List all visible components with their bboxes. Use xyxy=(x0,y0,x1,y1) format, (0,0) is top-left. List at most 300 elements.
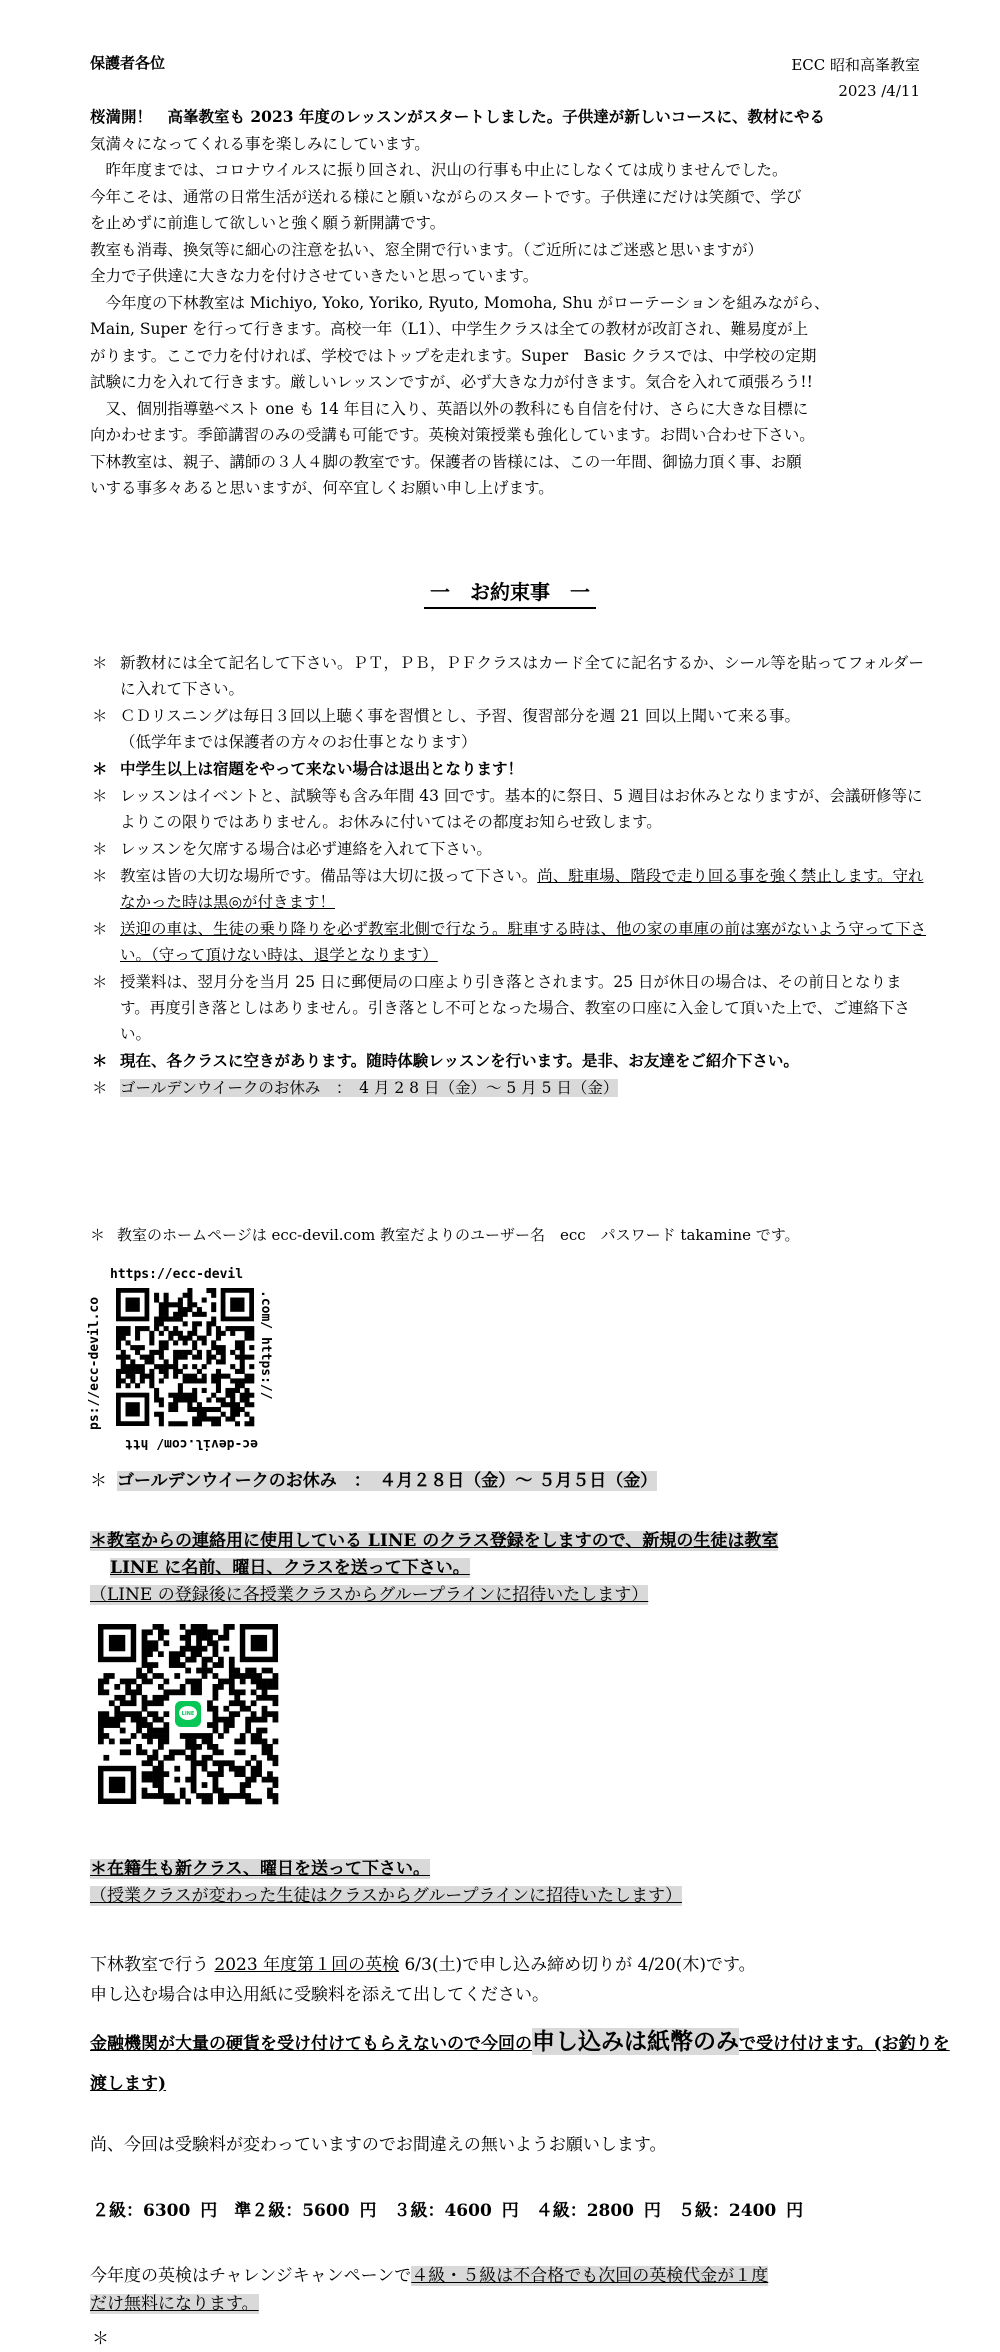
qr-module xyxy=(244,1331,249,1336)
qr-module xyxy=(216,1407,221,1412)
qr-module xyxy=(213,1651,219,1657)
qr-module xyxy=(240,1782,246,1788)
qr-module xyxy=(121,1378,126,1383)
qr-module xyxy=(149,1331,154,1336)
line-notice: ＊教室からの連絡用に使用している LINE のクラス登録をしますので、新規の生徒は教室 LINE に名前、曜日、クラスを送って下さい。 （LINE の登録後に各授業クラスからグループラインに招待いたします） xyxy=(90,1531,779,1605)
qr-module xyxy=(136,1684,142,1690)
qr-module xyxy=(207,1640,213,1646)
qr-module xyxy=(192,1374,197,1379)
qr-module xyxy=(245,1706,251,1712)
qr-module xyxy=(207,1799,213,1805)
qr-module xyxy=(159,1331,164,1336)
qr-module xyxy=(159,1321,164,1326)
qr-module xyxy=(98,1728,104,1734)
qr-module xyxy=(183,1378,188,1383)
qr-module xyxy=(256,1766,262,1772)
qr-module xyxy=(147,1739,153,1745)
qr-module xyxy=(121,1369,126,1374)
qr-module xyxy=(240,1689,246,1695)
qr-module xyxy=(245,1777,251,1783)
qr-module xyxy=(213,1788,219,1794)
qr-module xyxy=(120,1749,126,1755)
qr-module xyxy=(218,1760,224,1766)
qr-module xyxy=(142,1706,148,1712)
qr-module xyxy=(207,1739,213,1745)
qr-module xyxy=(234,1700,240,1706)
qr-module xyxy=(173,1421,178,1426)
qr-module xyxy=(185,1635,191,1641)
qr-module xyxy=(142,1657,148,1663)
qr-module xyxy=(240,1350,245,1355)
qr-module xyxy=(173,1302,178,1307)
qr-module xyxy=(158,1728,164,1734)
qr-module xyxy=(218,1717,224,1723)
qr-module xyxy=(130,1369,135,1374)
qr-module xyxy=(149,1369,154,1374)
qr-module xyxy=(135,1336,140,1341)
intro-line: 教室も消毒、換気等に細心の注意を払い、窓全開で行います。（ご近所にはご迷惑と思いますが） xyxy=(90,240,764,259)
qr-module xyxy=(223,1799,229,1805)
qr-module xyxy=(178,1302,183,1307)
qr-module xyxy=(225,1326,230,1331)
qr-module xyxy=(158,1793,164,1799)
qr-module xyxy=(202,1657,208,1663)
qr-module xyxy=(229,1793,235,1799)
qr-module xyxy=(256,1799,262,1805)
qr-module xyxy=(126,1326,131,1331)
qr-module xyxy=(120,1717,126,1723)
qr-module xyxy=(147,1700,153,1706)
qr-module xyxy=(120,1711,126,1717)
qr-module xyxy=(202,1739,208,1745)
qr-module xyxy=(163,1799,169,1805)
qr-module xyxy=(183,1321,188,1326)
qr-module xyxy=(262,1668,268,1674)
qr-module xyxy=(174,1689,180,1695)
intro-line: 又、個別指導塾ベスト one も 14 年目に入り、英語以外の教科にも自信を付け、さらに大きな目標に xyxy=(90,399,809,418)
qr-module xyxy=(154,1350,159,1355)
qr-module xyxy=(136,1722,142,1728)
rule-item: ＊ レッスンを欠席する場合は必ず連絡を入れて下さい。 xyxy=(90,836,930,862)
qr-module xyxy=(126,1383,131,1388)
qr-module xyxy=(173,1397,178,1402)
qr-module xyxy=(235,1402,240,1407)
qr-module xyxy=(185,1799,191,1805)
qr-module xyxy=(223,1760,229,1766)
qr-module xyxy=(206,1397,211,1402)
qr-module xyxy=(153,1733,159,1739)
qr-module xyxy=(130,1345,135,1350)
qr-module xyxy=(158,1739,164,1745)
qr-module xyxy=(153,1695,159,1701)
line-qr-code[interactable] xyxy=(94,1620,282,1808)
qr-module xyxy=(234,1695,240,1701)
qr-module xyxy=(147,1662,153,1668)
qr-module xyxy=(109,1739,115,1745)
qr-module xyxy=(135,1345,140,1350)
qr-module xyxy=(229,1673,235,1679)
qr-module xyxy=(223,1706,229,1712)
qr-module xyxy=(191,1624,197,1630)
qr-module xyxy=(211,1321,216,1326)
qr-module xyxy=(213,1629,219,1635)
qr-module xyxy=(183,1350,188,1355)
qr-module xyxy=(126,1355,131,1360)
qr-module xyxy=(249,1378,254,1383)
intro-line: 向かわせます。季節講習のみの受講も可能です。英検対策授業も強化しています。お問い合わせ下さい。 xyxy=(90,426,815,444)
qr-module xyxy=(136,1668,142,1674)
qr-module xyxy=(244,1421,249,1426)
qr-module xyxy=(240,1766,246,1772)
qr-module xyxy=(256,1679,262,1685)
qr-module xyxy=(120,1679,126,1685)
enrolled-notice: ＊在籍生も新クラス、曜日を送って下さい。 （授業クラスが変わった生徒はクラスからグループラインに招待いたします） xyxy=(90,1859,682,1906)
qr-module xyxy=(131,1700,137,1706)
qr-module xyxy=(240,1739,246,1745)
qr-module xyxy=(216,1374,221,1379)
qr-module xyxy=(223,1679,229,1685)
qr-module xyxy=(213,1706,219,1712)
qr-module xyxy=(159,1364,164,1369)
qr-module xyxy=(147,1640,153,1646)
qr-url-top: https://ecc-devil xyxy=(110,1267,244,1282)
qr-module xyxy=(192,1326,197,1331)
qr-module xyxy=(187,1307,192,1312)
qr-module xyxy=(164,1307,169,1312)
school-name: ECC 昭和高峯教室 xyxy=(791,56,920,74)
qr-module xyxy=(178,1393,183,1398)
qr-module xyxy=(244,1355,249,1360)
asterisk-icon: ＊ xyxy=(92,654,108,672)
qr-module xyxy=(249,1364,254,1369)
qr-module xyxy=(142,1640,148,1646)
qr-module xyxy=(267,1744,273,1750)
qr-module xyxy=(191,1689,197,1695)
qr-module xyxy=(240,1673,246,1679)
qr-module xyxy=(158,1760,164,1766)
qr-module xyxy=(164,1293,169,1298)
qr-module xyxy=(191,1629,197,1635)
qr-module xyxy=(180,1684,186,1690)
qr-module xyxy=(173,1331,178,1336)
qr-module xyxy=(216,1378,221,1383)
qr-module xyxy=(223,1629,229,1635)
qr-module xyxy=(234,1771,240,1777)
qr-module xyxy=(191,1777,197,1783)
qr-module xyxy=(103,1733,109,1739)
qr-module xyxy=(130,1359,135,1364)
qr-module xyxy=(192,1331,197,1336)
qr-module xyxy=(136,1744,142,1750)
qr-module xyxy=(125,1739,131,1745)
qr-module xyxy=(240,1793,246,1799)
qr-module xyxy=(249,1421,254,1426)
homepage-qr-code[interactable] xyxy=(87,1262,280,1452)
exam-fees: ２級：6300 円 準２級：5600 円 ３級：4600 円 ４級：2800 円 ５級：2400 円 xyxy=(92,2201,804,2221)
qr-module xyxy=(240,1393,245,1398)
qr-module xyxy=(192,1321,197,1326)
qr-module xyxy=(126,1369,131,1374)
qr-module xyxy=(273,1684,279,1690)
qr-module xyxy=(262,1717,268,1723)
qr-module xyxy=(149,1374,154,1379)
qr-module xyxy=(223,1793,229,1799)
qr-module xyxy=(142,1629,148,1635)
qr-module xyxy=(114,1684,120,1690)
qr-module xyxy=(98,1717,104,1723)
qr-module xyxy=(173,1359,178,1364)
qr-module xyxy=(211,1355,216,1360)
qr-module xyxy=(251,1755,257,1761)
qr-module xyxy=(229,1766,235,1772)
qr-module xyxy=(185,1744,191,1750)
qr-module xyxy=(230,1397,235,1402)
qr-module xyxy=(235,1369,240,1374)
qr-module xyxy=(230,1298,244,1312)
qr-module xyxy=(234,1668,240,1674)
qr-module xyxy=(191,1782,197,1788)
qr-module xyxy=(153,1771,159,1777)
qr-module xyxy=(120,1739,126,1745)
qr-module xyxy=(267,1755,273,1761)
qr-module xyxy=(223,1722,229,1728)
qr-module xyxy=(180,1651,186,1657)
qr-module xyxy=(126,1298,140,1312)
qr-module xyxy=(140,1378,145,1383)
qr-module xyxy=(216,1388,221,1393)
qr-module xyxy=(174,1749,180,1755)
qr-module xyxy=(121,1326,126,1331)
qr-module xyxy=(185,1739,191,1745)
qr-module xyxy=(174,1777,180,1783)
rule-item: ＊ ＣＤリスニングは毎日３回以上聴く事を習慣とし、予習、復習部分を週 21 回以上聞いて来る事。 （低学年までは保護者の方々のお仕事となります） xyxy=(90,703,930,755)
campaign-notice: 今年度の英検はチャレンジキャンペーンで４級・５級は不合格でも次回の英検代金が１度 だけ無料になります。 xyxy=(90,2266,769,2314)
asterisk-icon: ＊ xyxy=(92,707,108,725)
qr-module xyxy=(168,1364,173,1369)
qr-module xyxy=(218,1793,224,1799)
qr-module xyxy=(142,1646,148,1652)
qr-module xyxy=(173,1407,178,1412)
qr-module xyxy=(229,1657,235,1663)
qr-module xyxy=(213,1689,219,1695)
qr-module xyxy=(168,1402,173,1407)
qr-module xyxy=(159,1340,164,1345)
qr-module xyxy=(267,1668,273,1674)
intro-line: 下林教室は、親子、講師の３人４脚の教室です。保護者の皆様には、この一年間、御協力頂く事、お願 xyxy=(90,452,802,471)
qr-module xyxy=(149,1359,154,1364)
qr-module xyxy=(221,1359,226,1364)
qr-module xyxy=(153,1728,159,1734)
qr-module xyxy=(229,1760,235,1766)
qr-module xyxy=(251,1668,257,1674)
qr-module xyxy=(125,1684,131,1690)
qr-module xyxy=(131,1733,137,1739)
qr-module xyxy=(216,1421,221,1426)
intro-line: 桜満開！ 高峯教室も 2023 年度のレッスンがスタートしました。子供達が新しいコースに、教材にやる xyxy=(90,107,826,126)
qr-module xyxy=(230,1412,235,1417)
qr-module xyxy=(178,1307,183,1312)
qr-module xyxy=(163,1711,169,1717)
qr-module xyxy=(251,1679,257,1685)
qr-module xyxy=(262,1679,268,1685)
qr-module xyxy=(211,1378,216,1383)
qr-module xyxy=(207,1793,213,1799)
qr-module xyxy=(163,1755,169,1761)
qr-module xyxy=(249,1345,254,1350)
qr-module xyxy=(211,1345,216,1350)
qr-module xyxy=(114,1706,120,1712)
qr-module xyxy=(109,1777,125,1793)
qr-module xyxy=(273,1717,279,1723)
qr-module xyxy=(158,1771,164,1777)
intro-line: いする事多々あると思いますが、何卒宜しくお願い申し上げます。 xyxy=(90,479,554,497)
qr-module xyxy=(206,1355,211,1360)
qr-module xyxy=(178,1298,183,1303)
qr-module xyxy=(116,1331,121,1336)
qr-module xyxy=(180,1749,186,1755)
qr-module xyxy=(229,1689,235,1695)
qr-module xyxy=(121,1355,126,1360)
qr-module xyxy=(135,1326,140,1331)
qr-module xyxy=(202,1364,207,1369)
qr-module xyxy=(202,1416,207,1421)
qr-module xyxy=(153,1766,159,1772)
intro-line: 昨年度までは、コロナウイルスに振り回され、沢山の行事も中止にしなくては成りませんでした。 xyxy=(90,161,788,179)
qr-module xyxy=(163,1629,169,1635)
qr-module xyxy=(103,1711,109,1717)
qr-module xyxy=(121,1336,126,1341)
qr-module xyxy=(235,1412,240,1417)
qr-module xyxy=(213,1662,219,1668)
trailing-asterisk: ＊ xyxy=(92,2329,109,2349)
qr-module xyxy=(154,1364,159,1369)
qr-module xyxy=(196,1760,202,1766)
qr-module xyxy=(187,1293,192,1298)
qr-module xyxy=(197,1321,202,1326)
qr-module xyxy=(245,1673,251,1679)
qr-module xyxy=(169,1755,175,1761)
qr-module xyxy=(251,1777,257,1783)
qr-module xyxy=(140,1369,145,1374)
qr-module xyxy=(130,1364,135,1369)
qr-module xyxy=(223,1646,229,1652)
qr-module xyxy=(213,1777,219,1783)
qr-module xyxy=(136,1689,142,1695)
qr-module xyxy=(251,1673,257,1679)
qr-module xyxy=(196,1689,202,1695)
qr-module xyxy=(180,1635,186,1641)
qr-module xyxy=(196,1668,202,1674)
qr-module xyxy=(245,1782,251,1788)
qr-module xyxy=(207,1706,213,1712)
qr-module xyxy=(116,1355,121,1360)
qr-module xyxy=(206,1416,211,1421)
qr-module xyxy=(240,1771,246,1777)
qr-module xyxy=(244,1336,249,1341)
qr-module xyxy=(147,1733,153,1739)
qr-module xyxy=(145,1359,150,1364)
qr-module xyxy=(154,1393,159,1398)
qr-module xyxy=(251,1766,257,1772)
qr-module xyxy=(180,1733,186,1739)
rule-item: ＊ 中学生以上は宿題をやって来ない場合は退出となります！ xyxy=(90,756,930,782)
qr-module xyxy=(173,1402,178,1407)
qr-module xyxy=(142,1749,148,1755)
qr-module xyxy=(191,1679,197,1685)
qr-module xyxy=(192,1340,197,1345)
qr-module xyxy=(206,1359,211,1364)
qr-module xyxy=(126,1374,131,1379)
qr-module xyxy=(142,1695,148,1701)
qr-module xyxy=(262,1706,268,1712)
qr-module xyxy=(136,1749,142,1755)
qr-module xyxy=(178,1383,183,1388)
qr-module xyxy=(262,1739,268,1745)
asterisk-icon: ＊ xyxy=(92,840,108,858)
qr-module xyxy=(159,1402,164,1407)
qr-module xyxy=(197,1407,202,1412)
qr-module xyxy=(240,1679,246,1685)
qr-module xyxy=(136,1673,142,1679)
qr-module xyxy=(216,1345,221,1350)
qr-module xyxy=(221,1345,226,1350)
qr-module xyxy=(211,1317,216,1322)
qr-module xyxy=(234,1749,240,1755)
qr-module xyxy=(180,1793,186,1799)
qr-module xyxy=(121,1364,126,1369)
qr-module xyxy=(180,1662,186,1668)
qr-module xyxy=(197,1378,202,1383)
qr-module xyxy=(187,1378,192,1383)
qr-module xyxy=(211,1393,216,1398)
qr-module xyxy=(191,1657,197,1663)
qr-module xyxy=(213,1728,219,1734)
qr-module xyxy=(147,1777,153,1783)
qr-module xyxy=(244,1388,249,1393)
qr-module xyxy=(213,1782,219,1788)
qr-module xyxy=(207,1657,213,1663)
rule-item: ＊ 授業料は、翌月分を当月 25 日に郵便局の口座より引き落とされます。25 日が休日の場合は、その前日となります。再度引き落としはありません。引き落とし不可となった場合、教室の口座に入金して頂いた上で、ご連絡下さい。 xyxy=(90,969,930,1047)
qr-module xyxy=(202,1378,207,1383)
qr-module xyxy=(230,1331,235,1336)
qr-module xyxy=(218,1662,224,1668)
rule-item: ＊ レッスンはイベントと、試験等も含み年間 43 回です。基本的に祭日、5 週目はお休みとなりますが、会議研修等によりこの限りではありません。お休みに付いてはその都度お知らせ致します。 xyxy=(90,783,930,835)
qr-module xyxy=(185,1679,191,1685)
qr-module xyxy=(158,1684,164,1690)
qr-module xyxy=(234,1689,240,1695)
qr-module xyxy=(240,1706,246,1712)
qr-module xyxy=(249,1326,254,1331)
qr-module xyxy=(202,1733,208,1739)
qr-module xyxy=(173,1355,178,1360)
qr-module xyxy=(191,1744,197,1750)
qr-module xyxy=(262,1695,268,1701)
asterisk-icon: ＊ xyxy=(90,1226,106,1244)
qr-module xyxy=(245,1760,251,1766)
qr-module xyxy=(147,1668,153,1674)
qr-module xyxy=(196,1651,202,1657)
qr-module xyxy=(240,1364,245,1369)
qr-module xyxy=(262,1711,268,1717)
qr-module xyxy=(153,1717,159,1723)
qr-module xyxy=(240,1407,245,1412)
qr-module xyxy=(145,1355,150,1360)
qr-module xyxy=(159,1412,164,1417)
qr-module xyxy=(213,1646,219,1652)
qr-module xyxy=(178,1369,183,1374)
qr-module xyxy=(103,1755,109,1761)
qr-module xyxy=(158,1788,164,1794)
